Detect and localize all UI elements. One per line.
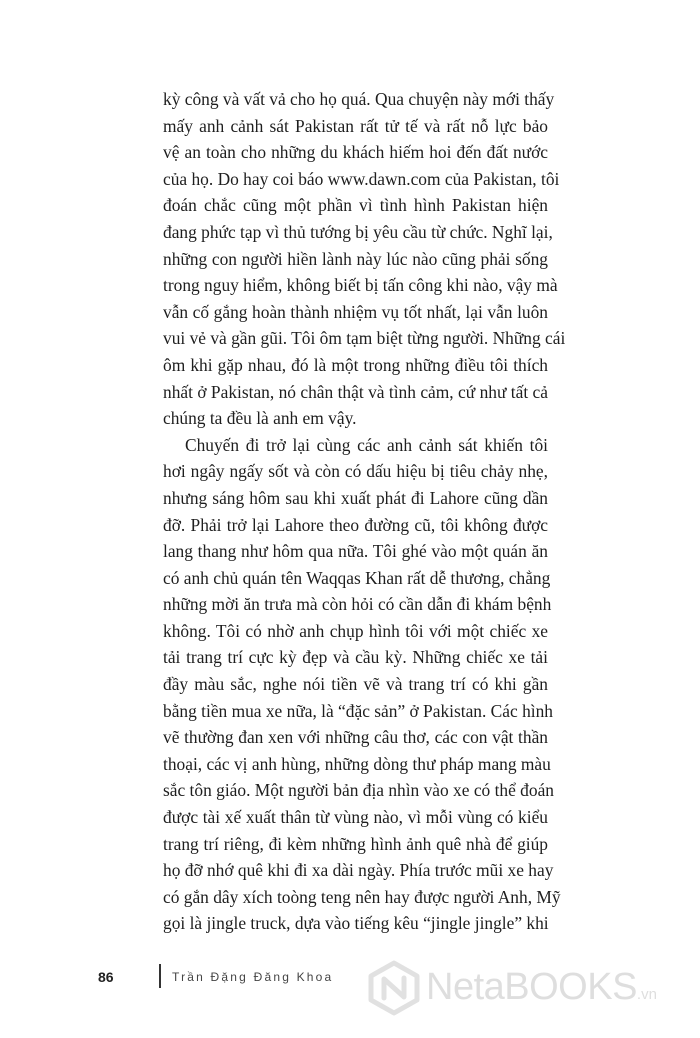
text-line: nhưng sáng hôm sau khi xuất phát đi Lahore cũng dần: [163, 487, 548, 508]
page-number: 86: [98, 969, 114, 985]
text-line: không. Tôi có nhờ anh chụp hình tôi với một chiếc xe: [163, 620, 548, 641]
text-line: ôm khi gặp nhau, đó là một trong những điều tôi thích: [163, 354, 548, 375]
text-line: được tài xế xuất thân từ vùng nào, vì mỗi vùng có kiểu: [163, 807, 548, 828]
watermark: [366, 950, 700, 1028]
text-line: vệ an toàn cho những du khách hiếm hoi đến đất nước: [163, 142, 548, 163]
text-line: trong nguy hiểm, không biết bị tấn công khi nào, vậy mà: [163, 275, 558, 296]
text-line: đỡ. Phải trở lại Lahore theo đường cũ, tôi không được: [163, 514, 548, 535]
text-line: kỳ công và vất vả cho họ quá. Qua chuyện này mới thấy: [163, 89, 555, 109]
text-line: của họ. Do hay coi báo www.dawn.com của Pakistan, tôi: [163, 168, 560, 189]
text-line: có anh chủ quán tên Waqqas Khan rất dễ thương, chẳng: [163, 567, 551, 588]
netabooks-logo-icon: [366, 960, 422, 1016]
watermark-text: [426, 966, 657, 1009]
text-line: chúng ta đều là anh em vậy.: [163, 408, 357, 429]
text-line-paragraph-start: Chuyến đi trở lại cùng các anh cảnh sát khiến tôi: [185, 434, 548, 455]
text-line: thoại, các vị anh hùng, những dòng thư pháp mang màu: [163, 753, 551, 774]
text-line: họ đỡ nhớ quê khi đi xa dài ngày. Phía trước mũi xe hay: [163, 860, 554, 881]
text-line: sắc tôn giáo. Một người bản địa nhìn vào xe có thể đoán: [163, 780, 554, 801]
text-line: đoán chắc cũng một phần vì tình hình Pakistan hiện: [163, 195, 548, 216]
watermark-suffix: .vn: [636, 986, 657, 1003]
text-line: vẽ thường đan xen với những câu thơ, các con vật thần: [163, 727, 548, 748]
text-line: bằng tiền mua xe nữa, là “đặc sản” ở Pakistan. Các hình: [163, 700, 553, 721]
text-line: tải trang trí cực kỳ đẹp và cầu kỳ. Những chiếc xe tải: [163, 647, 548, 668]
body-text: [163, 86, 566, 937]
author-name: Trần Đặng Đăng Khoa: [172, 970, 334, 984]
text-line: gọi là jingle truck, dựa vào tiếng kêu “jingle jingle” khi: [163, 913, 549, 934]
text-line: đầy màu sắc, nghe nói tiền vẽ và trang trí có khi gần: [163, 674, 548, 695]
text-line: trang trí riêng, đi kèm những hình ảnh quê nhà để giúp: [163, 833, 548, 854]
text-line: nhất ở Pakistan, nó chân thật và tình cảm, cứ như tất cả: [163, 381, 548, 402]
text-line: có gắn dây xích toòng teng nên hay được người Anh, Mỹ: [163, 886, 561, 907]
text-line: những mời ăn trưa mà còn hỏi có cần dẫn đi khám bệnh: [163, 594, 552, 615]
text-line: vui vẻ và gần gũi. Tôi ôm tạm biệt từng người. Những cái: [163, 328, 566, 349]
text-line: những con người hiền lành này lúc nào cũng phải sống: [163, 248, 548, 269]
watermark-brand: NetaBOOKS: [426, 966, 637, 1008]
footer-divider: [159, 964, 161, 988]
text-line: vẫn cố gắng hoàn thành nhiệm vụ tốt nhất, lại vẫn luôn: [163, 301, 548, 322]
text-line: mấy anh cảnh sát Pakistan rất tử tế và rất nỗ lực bảo: [163, 115, 548, 136]
text-line: hơi ngây ngấy sốt và còn có dấu hiệu bị tiêu chảy nhẹ,: [163, 461, 548, 482]
text-line: đang phức tạp vì thủ tướng bị yêu cầu từ chức. Nghĩ lại,: [163, 221, 553, 242]
text-line: lang thang như hôm qua nữa. Tôi ghé vào một quán ăn: [163, 541, 548, 562]
